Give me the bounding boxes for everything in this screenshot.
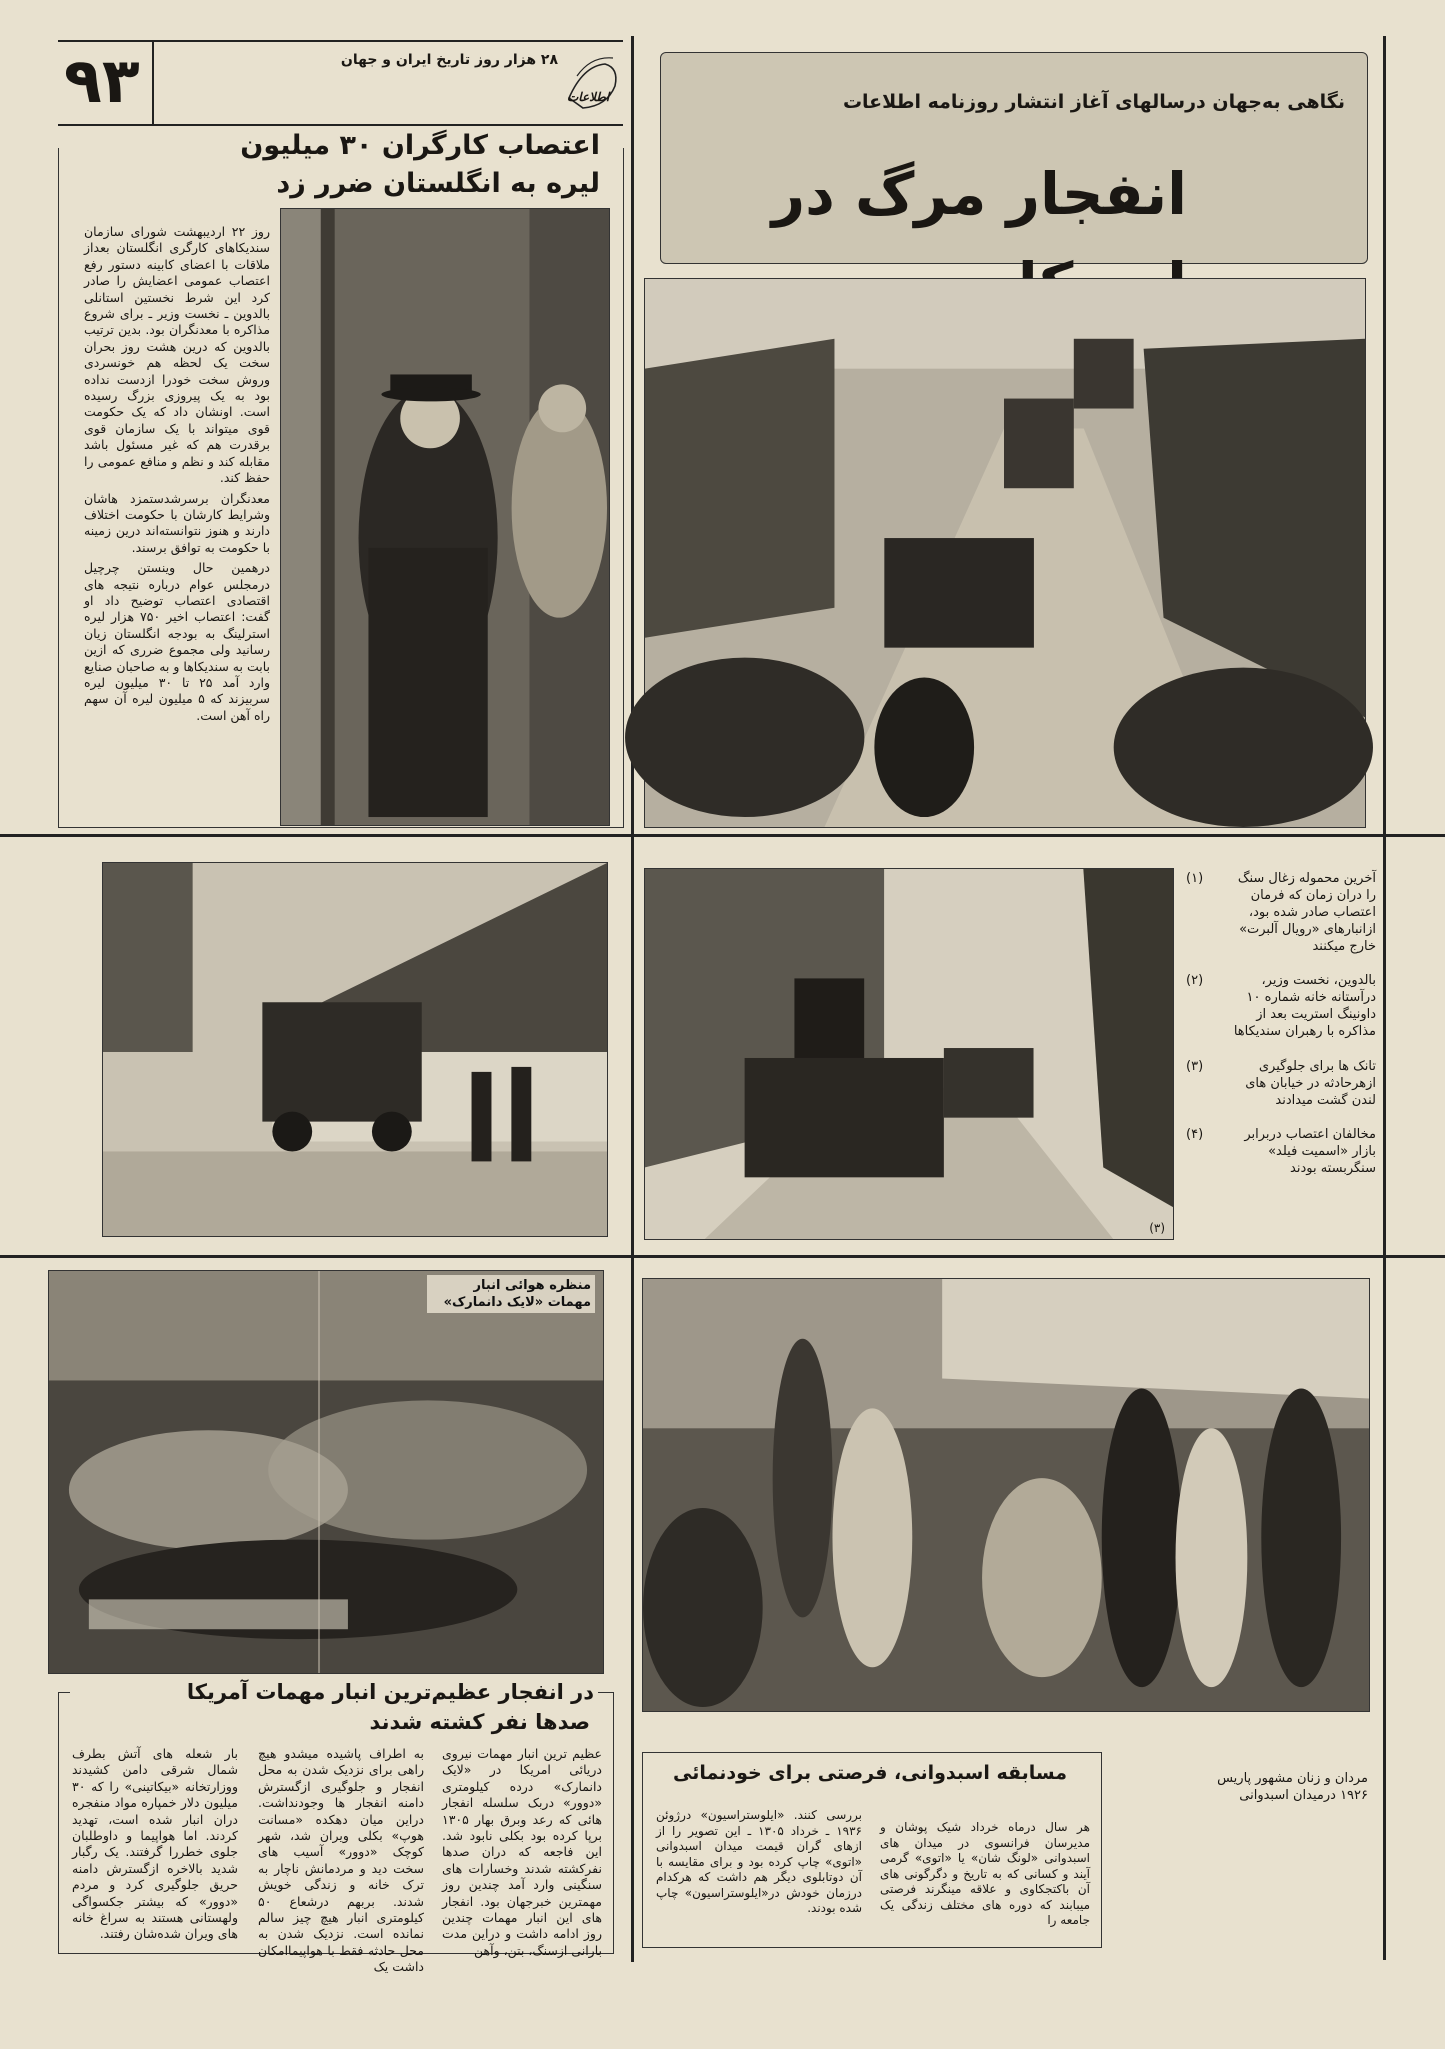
- horizontal-rule-1: [0, 834, 1445, 837]
- caption-text-3: تانک ها برای جلوگیری ازهرحادثه در خیابان های لندن گشت میدادند: [1245, 1059, 1376, 1108]
- header-divider: [152, 42, 154, 124]
- tank-photo-label: (۳): [1149, 1221, 1165, 1235]
- numbered-captions: [1186, 862, 1376, 1242]
- page-number: ۹۳: [64, 44, 140, 117]
- explosion-column-1: عظیم ترین انبار مهمات نیروی دریائی امریکا در «لایک دانمارک» درده کیلومتری «دوور» دربک سلسله انفجار هائی که رعد وبرق بهار ۱۳۰۵ برپا کرده بود بکلی نابود شد. این فاجعه که دران صدها نفرکشته شدند وخسارات های سنگینی وارد آمد چندین روز مهمترین خبرجهان بود. انفجار های این انبار مهمات چندین روز ادامه داشت و دراین مدت بارانی ازسنگ، بتن، وآهن: [442, 1746, 602, 1958]
- caption-item-1: [1186, 870, 1376, 955]
- aerial-explosion-photo: [48, 1270, 604, 1674]
- explosion-column-3: بار شعله های آتش بطرف شمال شرقی دامن کشیدند ووزارتخانه «بیکاتینی» را که ۳۰ میلیون دلار خمپاره مواد منفجره دران انبار شده است، تهدید کردند. اما هواپیما و داوطلبان جلوی خطررا گرفتند. یک رگبار شدید بالاخره ازگسترش دامنه حریق جلوگیری کرد و مردم «دوور» که بیشتر جکسواگی ولهستانی هستند به سراغ خانه های ویران شده‌شان رفتند.: [72, 1746, 238, 1942]
- explosion-headline-1: در انفجار عظیم‌ترین انبار مهمات آمریکا: [70, 1680, 598, 1704]
- main-headline: انفجار مرگ در: [771, 160, 1187, 228]
- caption-text-1: آخرین محموله زغال سنگ را دران زمان که فرمان اعتصاب صادر شده بود، ازانبارهای «رویال آلبرت» خارج میکنند: [1237, 871, 1376, 954]
- caption-number-2: (۲): [1186, 973, 1204, 988]
- coal-truck-photo: [102, 862, 608, 1237]
- strike-headline-1: اعتصاب کارگران ۳۰ میلیون: [240, 130, 600, 161]
- strike-paragraph-3: درهمین حال وینستن چرچیل درمجلس عوام درباره نتیجه های اقتصادی اعتصاب توضیح داد او گفت: اعتصاب اخیر ۷۵۰ هزار لیره استرلینگ به بودجه انگلستان زیان رسانید ولی مجموع ضرری که ازین بابت به سندیکاها و به صاحبان صنایع وارد آمد ۲۵ تا ۳۰ میلیون لیره سربیزند که ۵ میلیون لیره آن سهم راه آهن است.: [84, 560, 270, 723]
- caption-text-2: بالدوین، نخست وزیر، درآستانه خانه شماره ۱۰ داونینگ استریت بعد از مذاکره با رهبران سندیکاها: [1233, 973, 1376, 1039]
- caption-number-1: (۱): [1186, 871, 1204, 886]
- caption-item-2: [1186, 972, 1376, 1040]
- aerial-caption: منظره هوائی انبار مهمات «لایک دانمارک»: [427, 1275, 595, 1313]
- strike-paragraph-2: معدنگران برسرشدستمزد هاشان وشرایط کارشان با حکومت اختلاف دارند و هنوز نتوانسته‌اند درین زمینه با حکومت به توافق برسند.: [84, 490, 270, 555]
- race-side-caption: مردان و زنان مشهور پاریس ۱۹۲۶ درمیدان اسبدوانی: [1217, 1771, 1368, 1803]
- main-kicker: نگاهی به‌جهان درسالهای آغاز انتشار روزنامه اطلاعات: [842, 91, 1345, 113]
- explosion-column-2: به اطراف پاشیده میشدو هیچ راهی برای نزدیک شدن به محل انفجار و جلوگیری ازگسترش دامنه انفجار ها وجودنداشت. دراین میان دهکده «مسانت هوپ» بکلی ویران شد، شهر کوچک «دوور» آسیب های سخت دید و مردمانش ناچار به ترک خانه و زندگی خویش شدند. بربهم درشعاع ۵۰ کیلومتری انبار هیچ چیز سالم نمانده است. نزدیک شدن به محل حادثه فقط با هواپیماامکان داشت یک: [258, 1746, 424, 1975]
- strike-paragraph-1: روز ۲۲ اردیبهشت شورای سازمان سندیکاهای کارگری انگلستان بعداز ملاقات با اعضای کابینه دستور رفع اعتصاب عمومی اعضایش را صادر کرد این شرط نخستین استانلی بالدوین ـ نخست وزیر ـ برای شروع مذاکره با معدنگران بود. بدین ترتیب بالدوین که درین هشت روز بحران سخت یک لحظه هم خونسردی وروش سخت خودرا ازدست نداده بود به یک پیروزی بزرگ رسیده است. اونشان داد که یک حکومت قوی میتواند با یک سازمان قوی برقدرت هم که غیر مسئول باشد مقابله کند و نظم و منافع عمومی را حفظ کند.: [84, 224, 270, 486]
- race-column-1: هر سال درماه خرداد شیک پوشان و مدیرسان فرانسوی در میدان های اسبدوانی «لونگ شان» یا «اتوی» گرمی آیند و کسانی که به تاریخ و دگرگونی های آن باکتجکاوی و علاقه مینگرند فرصتی میبابند که دوره های مختلف زندگی یک جامعه را: [880, 1820, 1090, 1927]
- column-rule-lower: [631, 1262, 634, 1962]
- logo-text: اطلاعات: [567, 90, 610, 104]
- race-column-2: بررسی کنند. «ایلوستراسیون» درژوئن ۱۹۳۶ ـ خرداد ۱۳۰۵ ـ این تصویر را از ازهای گران قیمت میدان اسبدوانی «اتوی» چاپ کرده بود و برای مقایسه با آن دوتابلوی دیگر هم داشت که هرکدام درزمان خودش در«ایلوستراسیون» چاپ شده بودند.: [656, 1808, 862, 1915]
- street-scene-photo: [644, 278, 1366, 828]
- right-edge-rule: [1383, 36, 1386, 1960]
- column-rule-main: [631, 36, 634, 1366]
- race-headline: مسابقه اسبدوانی، فرصتی برای خودنمائی: [672, 1762, 1068, 1784]
- main-title-box: [660, 52, 1368, 264]
- caption-item-3: [1186, 1058, 1376, 1109]
- tanks-photo: [644, 868, 1174, 1240]
- series-title: ۲۸ هزار روز تاریخ ایران و جهان: [340, 52, 558, 68]
- page-header: [58, 40, 623, 126]
- caption-text-4: مخالفان اعتصاب دربرابر بازار «اسمیت فیلد» سنگربسته بودند: [1244, 1127, 1376, 1176]
- caption-item-4: [1186, 1126, 1376, 1177]
- caption-number-3: (۳): [1186, 1059, 1204, 1074]
- explosion-headline-2: صدها نفر کشته شدند: [369, 1710, 590, 1734]
- caption-number-4: (۴): [1186, 1127, 1204, 1142]
- strike-body-column: [84, 224, 270, 822]
- horizontal-rule-2: [0, 1255, 1445, 1258]
- horse-race-painting: [642, 1278, 1370, 1712]
- newspaper-logo: [563, 46, 623, 118]
- portrait-photo: [280, 208, 610, 826]
- strike-headline-2: لیره به انگلستان ضرر زد: [276, 168, 600, 199]
